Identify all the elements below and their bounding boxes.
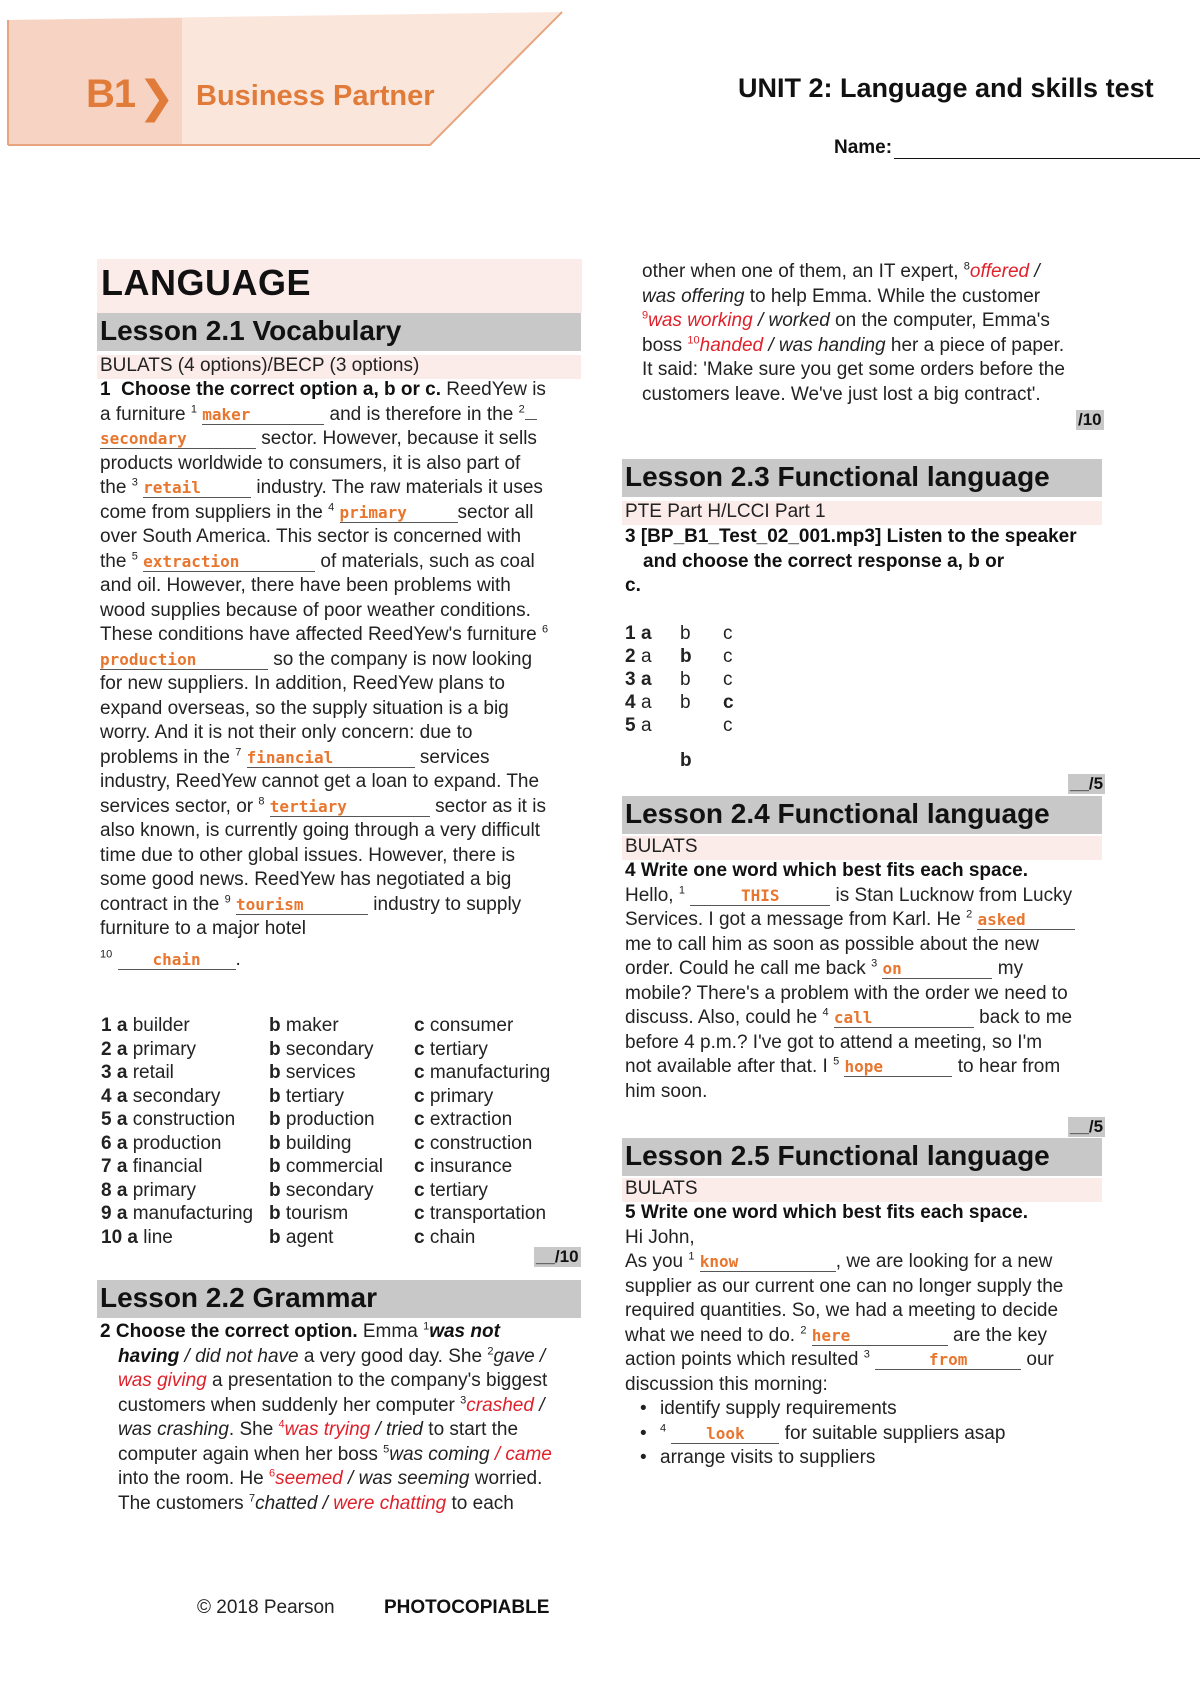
option-b[interactable]: b agent — [269, 1226, 334, 1248]
option-b[interactable]: b secondary — [269, 1179, 374, 1201]
option-b[interactable]: b commercial — [269, 1156, 384, 1177]
copyright: © 2018 Pearson — [197, 1597, 335, 1618]
instruction-number: 3 — [625, 526, 636, 547]
bullet-icon: • — [640, 1447, 647, 1468]
answer-blank[interactable]: call — [834, 1008, 974, 1028]
answer-blank[interactable]: hope — [844, 1057, 952, 1077]
name-field[interactable] — [894, 158, 1200, 159]
answer-blank[interactable]: maker — [202, 405, 324, 425]
option-b[interactable]: b services — [269, 1062, 356, 1083]
option-c[interactable]: c primary — [414, 1085, 494, 1107]
option-c[interactable]: c tertiary — [414, 1038, 488, 1060]
option-c[interactable]: c manufacturing — [414, 1062, 551, 1083]
answer-blank[interactable]: primary — [340, 503, 458, 523]
response-number: 1 — [625, 623, 636, 644]
action-points-list — [640, 1397, 1006, 1471]
option-b[interactable]: b maker — [269, 1015, 339, 1036]
response-option-c[interactable]: c — [723, 646, 733, 667]
option-c[interactable]: c consumer — [414, 1015, 514, 1036]
instruction-1: Choose the correct option a, b or c. — [121, 379, 442, 400]
response-option-a[interactable]: a — [641, 669, 652, 690]
section-heading: LANGUAGE — [101, 262, 311, 303]
exam-label-2-1: BULATS (4 options)/BECP (3 options) — [100, 355, 420, 376]
response-number: 4 — [625, 692, 636, 713]
vocab-passage: 1 Choose the correct option a, b or c. ReedYew is a furniture $^1$ maker and is therefore in the $^2$ secondary sector. However, because it sells products worldwide to consumers, it is also part of the $^3$ retail industry. The raw materials it uses come from suppliers in the $^4$ primary sector all over South America. This sector is concerned with the $^5$ extraction of materials, such as coal and oil. However, there have been problems with wood supplies because of poor weather conditions. These conditions have affected ReedYew's furniture $^6$ production so the company is now looking for new suppliers. In addition, ReedYew plans to expand overseas, so the supply situation is a big worry. And it is not their only concern: due to problems in the $^7$ financial services industry, ReedYew cannot get a loan to expand. The services sector, or $^8$ tertiary sector as it is also known, is currently going through a very difficult time due to other global issues. However, there is some good news. ReedYew has negotiated a big contract in the $^9$ tourism industry to supply furniture to a major hotel $^{10}$ chain . — [100, 379, 549, 970]
blank-continuation — [525, 419, 537, 420]
option-b[interactable]: b building — [269, 1132, 352, 1154]
option-a[interactable]: 4 a secondary — [101, 1085, 221, 1107]
exam-label-2-4: BULATS — [625, 836, 698, 857]
answer-blank[interactable]: tourism — [236, 895, 368, 915]
response-option-a[interactable]: a — [641, 646, 652, 667]
response-option-c[interactable]: c — [723, 715, 733, 736]
bullet-icon: • — [640, 1398, 647, 1419]
response-option-a[interactable]: a — [641, 692, 652, 713]
option-b[interactable]: b tertiary — [269, 1085, 344, 1107]
answer-blank[interactable]: production — [100, 650, 268, 670]
name-label: Name: — [834, 137, 893, 158]
score-2-3: __/5 — [1070, 774, 1104, 793]
lesson-title-2-2: Lesson 2.2 Grammar — [100, 1282, 378, 1313]
response-number: 3 — [625, 669, 636, 690]
answer-blank[interactable]: retail — [143, 478, 251, 498]
score-2-4: __/5 — [1070, 1117, 1104, 1136]
greeting: Hi John, — [625, 1226, 695, 1248]
score-2-1: __/10 — [536, 1247, 579, 1266]
option-a[interactable]: 10 a line — [101, 1226, 173, 1248]
option-c[interactable]: c extraction — [414, 1109, 513, 1130]
score-2-2: /10 — [1078, 410, 1102, 429]
answer-blank[interactable]: chain — [118, 950, 236, 970]
answer-blank[interactable]: from — [875, 1350, 1021, 1370]
option-c[interactable]: c tertiary — [414, 1179, 488, 1201]
instruction-number: 4 — [625, 860, 636, 881]
option-a[interactable]: 2 a primary — [101, 1038, 197, 1060]
response-option-b[interactable]: b — [680, 692, 691, 713]
logo-level: B1 — [86, 72, 136, 116]
bullet-icon: • — [640, 1422, 647, 1444]
option-c[interactable]: c transportation — [414, 1203, 547, 1224]
option-c[interactable]: c chain — [414, 1226, 476, 1248]
option-a[interactable]: 1 a builder — [101, 1015, 190, 1036]
logo-chevron-icon: ❯ — [138, 73, 175, 122]
option-a[interactable]: 9 a manufacturing — [101, 1203, 254, 1224]
response-5b[interactable]: b — [680, 750, 692, 771]
list-item: • arrange visits to suppliers — [660, 1446, 1005, 1471]
functional-passage-5: 5 Write one word which best fits each space. Hi John, As you $^1$ know , we are looking for a new supplier as our current one can no longer supply the required quantities. So, we had a meeting to decide what we need to do. $^2$ here are the key action points which resulted $^3$ from our discussion this morning: — [625, 1202, 1064, 1395]
photocopiable-label: PHOTOCOPIABLE — [384, 1597, 550, 1618]
instruction-number: 2 — [100, 1321, 111, 1342]
option-c[interactable]: c insurance — [414, 1156, 513, 1177]
list-item: • identify supply requirements — [660, 1397, 1005, 1422]
answer-blank[interactable]: secondary — [100, 429, 256, 449]
logo-name: Business Partner — [196, 80, 435, 112]
grammar-passage: 2 Choose the correct option. Emma $^1$was not having / did not have a very good day. She $^2$gave / was giving a presentation to the company's biggest customers when suddenly her computer $^3$crashed / was crashing. She $^4$was trying / tried to start the computer again when her boss $^5$was coming / came into the room. He $^6$seemed / was seeming worried. The customers $^7$chatted / were chatting to each — [100, 1320, 552, 1514]
response-option-a[interactable]: a — [641, 715, 652, 736]
option-a[interactable]: 7 a financial — [101, 1156, 203, 1177]
option-b[interactable]: b secondary — [269, 1038, 374, 1060]
instruction-3: 3 [BP_B1_Test_02_001.mp3] Listen to the speaker and choose the correct response a, b or c. — [625, 526, 1077, 596]
answer-blank[interactable]: asked — [977, 910, 1075, 930]
option-b[interactable]: b tourism — [269, 1203, 349, 1224]
exam-label-2-5: BULATS — [625, 1178, 698, 1199]
instruction-4: Write one word which best fits each space. — [640, 860, 1028, 881]
instruction-5: Write one word which best fits each space. — [640, 1202, 1028, 1223]
option-a[interactable]: 5 a construction — [101, 1109, 236, 1130]
answer-blank[interactable]: tertiary — [270, 797, 430, 817]
response-option-c[interactable]: c — [723, 623, 733, 644]
option-a[interactable]: 6 a production — [101, 1132, 222, 1154]
option-a[interactable]: 3 a retail — [101, 1062, 174, 1083]
answer-blank[interactable]: look — [671, 1424, 779, 1444]
list-item: • $^4$ look for suitable suppliers asap — [660, 1422, 1005, 1447]
instruction-2: Choose the correct option. — [115, 1321, 358, 1342]
response-option-a[interactable]: a — [641, 623, 652, 644]
answer-blank[interactable]: financial — [247, 748, 415, 768]
response-option-c[interactable]: c — [723, 692, 734, 713]
instruction-number: 5 — [625, 1202, 636, 1223]
exam-label-2-3: PTE Part H/LCCI Part 1 — [625, 501, 826, 522]
answer-blank[interactable]: know — [700, 1252, 836, 1272]
option-b[interactable]: b production — [269, 1109, 375, 1130]
page-title: UNIT 2: Language and skills test — [738, 73, 1154, 103]
option-c[interactable]: c construction — [414, 1132, 533, 1154]
answer-blank[interactable]: extraction — [143, 552, 315, 572]
response-number: 2 — [625, 646, 636, 667]
lesson-title-2-4: Lesson 2.4 Functional language — [625, 798, 1050, 829]
response-option-b[interactable]: b — [680, 646, 692, 667]
response-option-b[interactable]: b — [680, 669, 691, 690]
functional-passage-4: 4 Write one word which best fits each space. Hello, $^1$ THIS is Stan Lucknow from Lucky Services. I got a message from Karl. He $^2$ asked me to call him as soon as possible about the new order. Could he call me back $^3$ on my mobile? There's a problem with the order we need to discuss. Also, could he $^4$ call back to me before 4 p.m.? I've got to attend a meeting, so I'm not available after that. I $^5$ hope to hear from him soon. — [625, 859, 1115, 1104]
option-a[interactable]: 8 a primary — [101, 1179, 197, 1201]
lesson-title-2-1: Lesson 2.1 Vocabulary — [100, 315, 402, 346]
answer-blank[interactable]: THIS — [690, 886, 830, 906]
response-option-c[interactable]: c — [723, 669, 733, 690]
response-option-b[interactable]: b — [680, 623, 691, 644]
lesson-title-2-3: Lesson 2.3 Functional language — [625, 461, 1050, 492]
answer-blank[interactable]: here — [812, 1326, 948, 1346]
instruction-number: 1 — [100, 379, 111, 400]
answer-blank[interactable]: on — [882, 959, 992, 979]
lesson-title-2-5: Lesson 2.5 Functional language — [625, 1140, 1050, 1171]
response-number: 5 — [625, 715, 636, 736]
grammar-passage-continued: other when one of them, an IT expert, $^8$offered / was offering to help Emma. While the customer $^9$was working / worked on the computer, Emma's boss $^{10}$handed / was handing her a piece of paper. It said: 'Make sure you get some orders before the customers leave. We've just lost a big contract'. — [642, 260, 1065, 405]
